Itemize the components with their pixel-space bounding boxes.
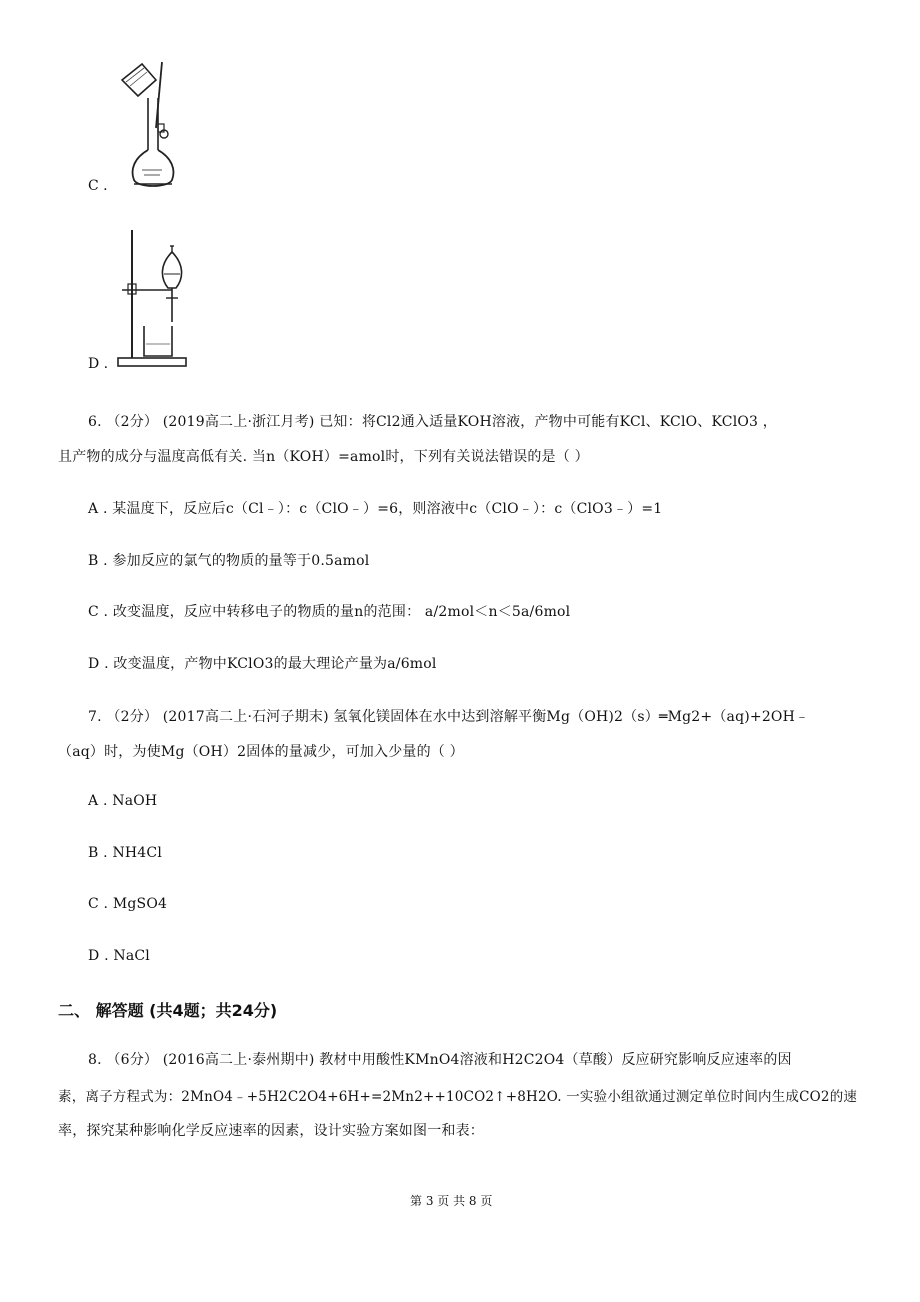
q6-stem-line2: 且产物的成分与温度高低有关. 当n（KOH）=amol时，下列有关说法错误的是（ ） xyxy=(58,449,589,465)
q7-option-d: D . NaCl xyxy=(88,948,150,964)
q6-option-d: D . 改变温度，产物中KClO3的最大理论产量为a/6mol xyxy=(88,656,437,672)
q8-stem-line3: 率，探究某种影响化学反应速率的因素，设计实验方案如图一和表： xyxy=(58,1123,484,1139)
option-d-label: D . xyxy=(88,356,109,372)
q7-option-a: A . NaOH xyxy=(88,793,158,809)
separatory-funnel-figure xyxy=(112,226,192,371)
volumetric-flask-figure xyxy=(112,58,182,193)
q8-stem-line2: 素，离子方程式为：2MnO4﹣+5H2C2O4+6H+=2Mn2++10CO2↑+8H2O. 一实验小组欲通过测定单位时间内生成CO2的速 xyxy=(58,1089,858,1105)
q6-option-a: A . 某温度下，反应后c（Cl﹣）：c（ClO﹣）=6，则溶液中c（ClO﹣）：c（ClO3﹣）=1 xyxy=(88,501,663,517)
section-heading: 二、 解答题 (共4题；共24分) xyxy=(58,1001,278,1020)
q6-option-b: B . 参加反应的氯气的物质的量等于0.5amol xyxy=(88,553,370,569)
page-footer: 第 3 页 共 8 页 xyxy=(410,1194,493,1208)
q7-option-b: B . NH4Cl xyxy=(88,845,162,861)
q7-stem-line1: 7. （2分） (2017高二上·石河子期末) 氢氧化镁固体在水中达到溶解平衡Mg（OH)2（s）═Mg2+（aq)+2OH﹣ xyxy=(88,709,810,725)
q8-stem-line1: 8. （6分） (2016高二上·泰州期中) 教材中用酸性KMnO4溶液和H2C2O4（草酸）反应研究影响反应速率的因 xyxy=(88,1052,792,1068)
option-c-label: C . xyxy=(88,178,108,194)
q7-option-c: C . MgSO4 xyxy=(88,896,168,912)
q7-stem-line2: （aq）时，为使Mg（OH）2固体的量减少，可加入少量的（ ） xyxy=(58,744,464,760)
q6-option-c: C . 改变温度，反应中转移电子的物质的量n的范围： a/2mol＜n＜5a/6mol xyxy=(88,604,571,620)
q6-stem-line1: 6. （2分） (2019高二上·浙江月考) 已知：将Cl2通入适量KOH溶液，产物中可能有KCl、KClO、KClO3 ， xyxy=(88,414,778,430)
